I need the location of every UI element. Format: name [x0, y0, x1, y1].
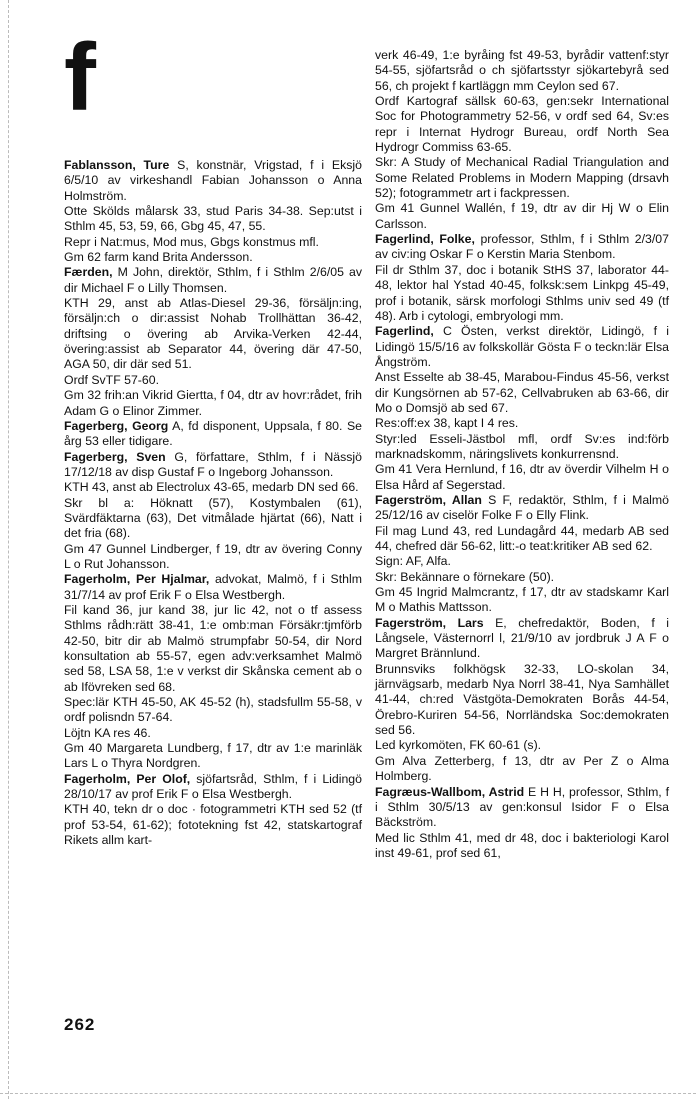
- entry-text: Gm 45 Ingrid Malmcrantz, f 17, dtr av stadskamr Karl M o Mathis Mattsson.: [375, 585, 669, 615]
- entry-text: E H H, professor, Sthlm, f i Sthlm 30/5/13 av gen:konsul Isidor F o Elsa Bäckström.: [375, 784, 670, 830]
- entry-headword: Fagerström, Lars: [375, 615, 484, 630]
- entry-text: G, författare, Sthlm, f i Nässjö 17/12/18 av disp Gustaf F o Ingeborg Johansson.: [64, 449, 362, 479]
- entry-paragraph: [375, 616, 669, 662]
- entry-text: Brunnsviks folkhögsk 32-33, LO-skolan 34, järnvägsarb, medarb Nya Norrl 38-41, Nya Samhället 41-44, ch:red Västgöta-Demokraten Borås 44-54, Örebro-Kuriren 54-56, Norrländska Soc:demokraten sed 56.: [375, 661, 669, 738]
- entry-continuation: [375, 201, 669, 232]
- scan-edge-left: [8, 0, 9, 1099]
- entry-continuation: [64, 741, 362, 772]
- entry-continuation: [64, 603, 362, 695]
- entry-text: Styr:led Esseli-Jästbol mfl, ordf Sv:es ind:förb marknadskomm, näringslivets konkurrensnd.: [375, 431, 669, 461]
- entry-paragraph: [375, 324, 669, 370]
- entry-paragraph: [375, 493, 669, 524]
- entry-paragraph: [64, 772, 362, 803]
- entry-continuation: [375, 432, 669, 463]
- entry-continuation: [64, 296, 362, 373]
- entry-headword: Fagerlind,: [375, 324, 434, 339]
- entry-continuation: [375, 554, 669, 569]
- entry-continuation: [375, 370, 669, 416]
- entry-text: Fil mag Lund 43, red Lundagård 44, medarb AB sed 44, chefred där 56-62, litt:-o teat:kritiker AB sed 62.: [375, 523, 669, 553]
- entry-paragraph: [64, 419, 362, 450]
- entry-headword: Fagerlind, Folke,: [375, 232, 475, 247]
- entry-text: KTH 43, anst ab Electrolux 43-65, medarb DN sed 66.: [64, 480, 359, 495]
- entry-continuation: [64, 802, 362, 848]
- entry-headword: Fagerberg, Georg: [64, 418, 169, 433]
- entry-continuation: [64, 726, 362, 741]
- entry-headword: Fablansson, Ture: [64, 158, 170, 172]
- entry-text: S F, redaktör, Sthlm, f i Malmö 25/12/16 av ciselör Folke F o Elly Flink.: [375, 492, 669, 523]
- entry-text: Gm 32 frih:an Vikrid Giertta, f 04, dtr av hovr:rådet, frih Adam G o Elinor Zimmer.: [64, 388, 362, 418]
- entry-text: Gm 41 Gunnel Wallén, f 19, dtr av dir Hj W o Elin Carlsson.: [375, 201, 669, 231]
- entry-text: advokat, Malmö, f i Sthlm 31/7/14 av prof Erik F o Elsa Westbergh.: [64, 572, 362, 602]
- entry-text: Löjtn KA res 46.: [64, 725, 151, 740]
- entry-text: Gm 41 Vera Hernlund, f 16, dtr av överdir Vilhelm H o Elsa Hård af Segerstad.: [375, 462, 669, 492]
- right-column: [375, 48, 669, 861]
- entry-text: Spec:lär KTH 45-50, AK 45-52 (h), stadsfullm 55-58, v ordf polisndn 57-64.: [64, 695, 362, 725]
- entry-text: Repr i Nat:mus, Mod mus, Gbgs konstmus mfl.: [64, 234, 319, 249]
- entry-text: Anst Esselte ab 38-45, Marabou-Findus 45-56, verkst dir Kungsörnen ab 57-62, Cellvabruken ab 63-66, dir Mo o Domsjö ab sed 67.: [375, 370, 669, 415]
- entry-continuation: [64, 373, 362, 388]
- entry-paragraph: [64, 265, 362, 296]
- entry-continuation: [375, 462, 669, 493]
- entry-text: Med lic Sthlm 41, med dr 48, doc i bakteriologi Karol inst 49-61, prof sed 61,: [375, 830, 669, 860]
- entry-text: Otte Skölds målarsk 33, stud Paris 34-38. Sep:utst i Sthlm 45, 53, 59, 66, Gbg 45, 47, 55.: [64, 204, 362, 234]
- entry-text: Gm 40 Margareta Lundberg, f 17, dtr av 1:e marinläk Lars L o Thyra Nordgren.: [64, 741, 362, 771]
- entry-headword: Fagerholm, Per Olof,: [64, 771, 191, 786]
- section-letter: f: [64, 24, 96, 131]
- entry-headword: Fagræus-Wallbom, Astrid: [375, 784, 525, 799]
- entry-continuation: [64, 480, 362, 495]
- entry-continuation: [64, 496, 362, 542]
- entry-paragraph: [64, 158, 362, 204]
- entry-continuation: [64, 235, 362, 250]
- entry-text: E, chefredaktör, Boden, f i Långsele, Västernorrl l, 21/9/10 av jordbruk J A F o Margret Brännlund.: [375, 615, 669, 661]
- left-column: [64, 158, 362, 848]
- entry-text: S, konstnär, Vrigstad, f i Eksjö 6/5/10 av virkeshandl Fabian Johansson o Anna Holmström.: [64, 158, 362, 203]
- entry-text: Gm 47 Gunnel Lindberger, f 19, dtr av övering Conny L o Rut Johansson.: [64, 541, 362, 571]
- entry-text: Res:off:ex 38, kapt I 4 res.: [375, 416, 519, 431]
- entry-text: Fil dr Sthlm 37, doc i botanik StHS 37, laborator 44-48, lektor hal Ystad 40-45, folksk:sem Linkpg 45-49, prof i botanik, särsk morfologi Sthlms univ sed 49 (tf 48). Arb i cytologi, embryologi mm.: [375, 262, 669, 323]
- entry-continuation: [375, 94, 669, 155]
- entry-text: Sign: AF, Alfa.: [375, 554, 451, 569]
- entry-text: M John, direktör, Sthlm, f i Sthlm 2/6/05 av dir Michael F o Lilly Thomsen.: [64, 265, 362, 295]
- entry-continuation: [64, 204, 362, 235]
- entry-continuation: [375, 570, 669, 585]
- entry-continuation: [64, 388, 362, 419]
- entry-continuation: [375, 416, 669, 431]
- entry-continuation: [375, 662, 669, 739]
- entry-text: A, fd disponent, Uppsala, f 80. Se årg 53 eller tidigare.: [64, 418, 362, 449]
- entry-text: Skr bl a: Höknatt (57), Kostymbalen (61), Svärdfäktarna (63), Det vitmålade hjärtat (66), Natt i det fria (68).: [64, 495, 362, 541]
- entry-text: Fil kand 36, jur kand 38, jur lic 42, not o tf assess Sthlms rådh:rätt 38-41, 1:e omb:man Försäkr:tjmförb 42-50, bitr dir ab Malmö strumpfabr 50-54, dir Nord konsultation ab 55-57, egen adv:verksamhet Malmö sed 58, LSA 58, 1:e v verkst dir Skånska cement ab o ab Ifövreken sed 68.: [64, 602, 362, 694]
- entry-text: Led kyrkomöten, FK 60-61 (s).: [375, 738, 542, 753]
- entry-headword: Fagerberg, Sven: [64, 449, 166, 464]
- entry-headword: Færden,: [64, 265, 113, 280]
- entry-continuation: [375, 155, 669, 201]
- entry-continuation: [375, 48, 669, 94]
- entry-text: KTH 29, anst ab Atlas-Diesel 29-36, försäljn:ing, försäljn:ch o dir:assist Nohab Trollhättan 36-42, driftsing o övering ab Arvika-Verken 42-44, övering:assist ab Separator 44, övering där 47-50, AGA 50, dir där sed 51.: [64, 296, 362, 372]
- entry-text: Ordf Kartograf sällsk 60-63, gen:sekr International Soc for Photogrammetry 52-56, v ordf sed 64, Sv:es repr i Internat Hydrogr Bureau, ordf North Sea Hydrogr Commiss 63-65.: [375, 94, 669, 155]
- entry-continuation: [375, 831, 669, 862]
- entry-text: professor, Sthlm, f i Sthlm 2/3/07 av civ:ing Oskar F o Kerstin Maria Stenbom.: [375, 232, 669, 262]
- entry-continuation: [375, 263, 669, 324]
- entry-headword: Fagerholm, Per Hjalmar,: [64, 572, 210, 587]
- page-number: 262: [64, 1015, 96, 1034]
- entry-paragraph: [375, 785, 669, 831]
- entry-continuation: [375, 585, 669, 616]
- entry-continuation: [64, 250, 362, 265]
- entry-text: Skr: Bekännare o förnekare (50).: [375, 569, 555, 584]
- entry-paragraph: [375, 232, 669, 263]
- entry-continuation: [375, 524, 669, 555]
- entry-text: Ordf SvTF 57-60.: [64, 372, 159, 387]
- entry-text: Gm Alva Zetterberg, f 13, dtr av Per Z o Alma Holmberg.: [375, 753, 669, 784]
- entry-text: C Östen, verkst direktör, Lidingö, f i Lidingö 15/5/16 av folkskollär Gösta F o teckn:lär Elsa Ångström.: [375, 324, 669, 369]
- entry-continuation: [375, 754, 669, 785]
- entry-text: KTH 40, tekn dr o doc · fotogrammetri KTH sed 52 (tf prof 53-54, 61-62); fototekning fst 42, statskartograf Rikets allm kart-: [64, 802, 362, 848]
- entry-text: verk 46-49, 1:e byråing fst 49-53, byrådir vattenf:styr 54-55, sjöfartsråd o ch sjöfartsstyr sjökartebyrå sed 56, ch projekt f kartläggn mm Ceylon sed 67.: [375, 48, 669, 93]
- scan-edge-bottom: [0, 1093, 696, 1094]
- entry-text: sjöfartsråd, Sthlm, f i Lidingö 28/10/17 av prof Erik F o Elsa Westbergh.: [64, 771, 362, 802]
- entry-text: Skr: A Study of Mechanical Radial Triangulation and Some Related Problems in Modern Mapping (drsavh 52); fotogrammetr art i fackpressen.: [375, 155, 669, 201]
- entry-paragraph: [64, 450, 362, 481]
- entry-continuation: [375, 738, 669, 753]
- entry-headword: Fagerström, Allan: [375, 492, 482, 507]
- entry-continuation: [64, 695, 362, 726]
- entry-text: Gm 62 farm kand Brita Andersson.: [64, 250, 253, 265]
- entry-continuation: [64, 542, 362, 573]
- entry-paragraph: [64, 572, 362, 603]
